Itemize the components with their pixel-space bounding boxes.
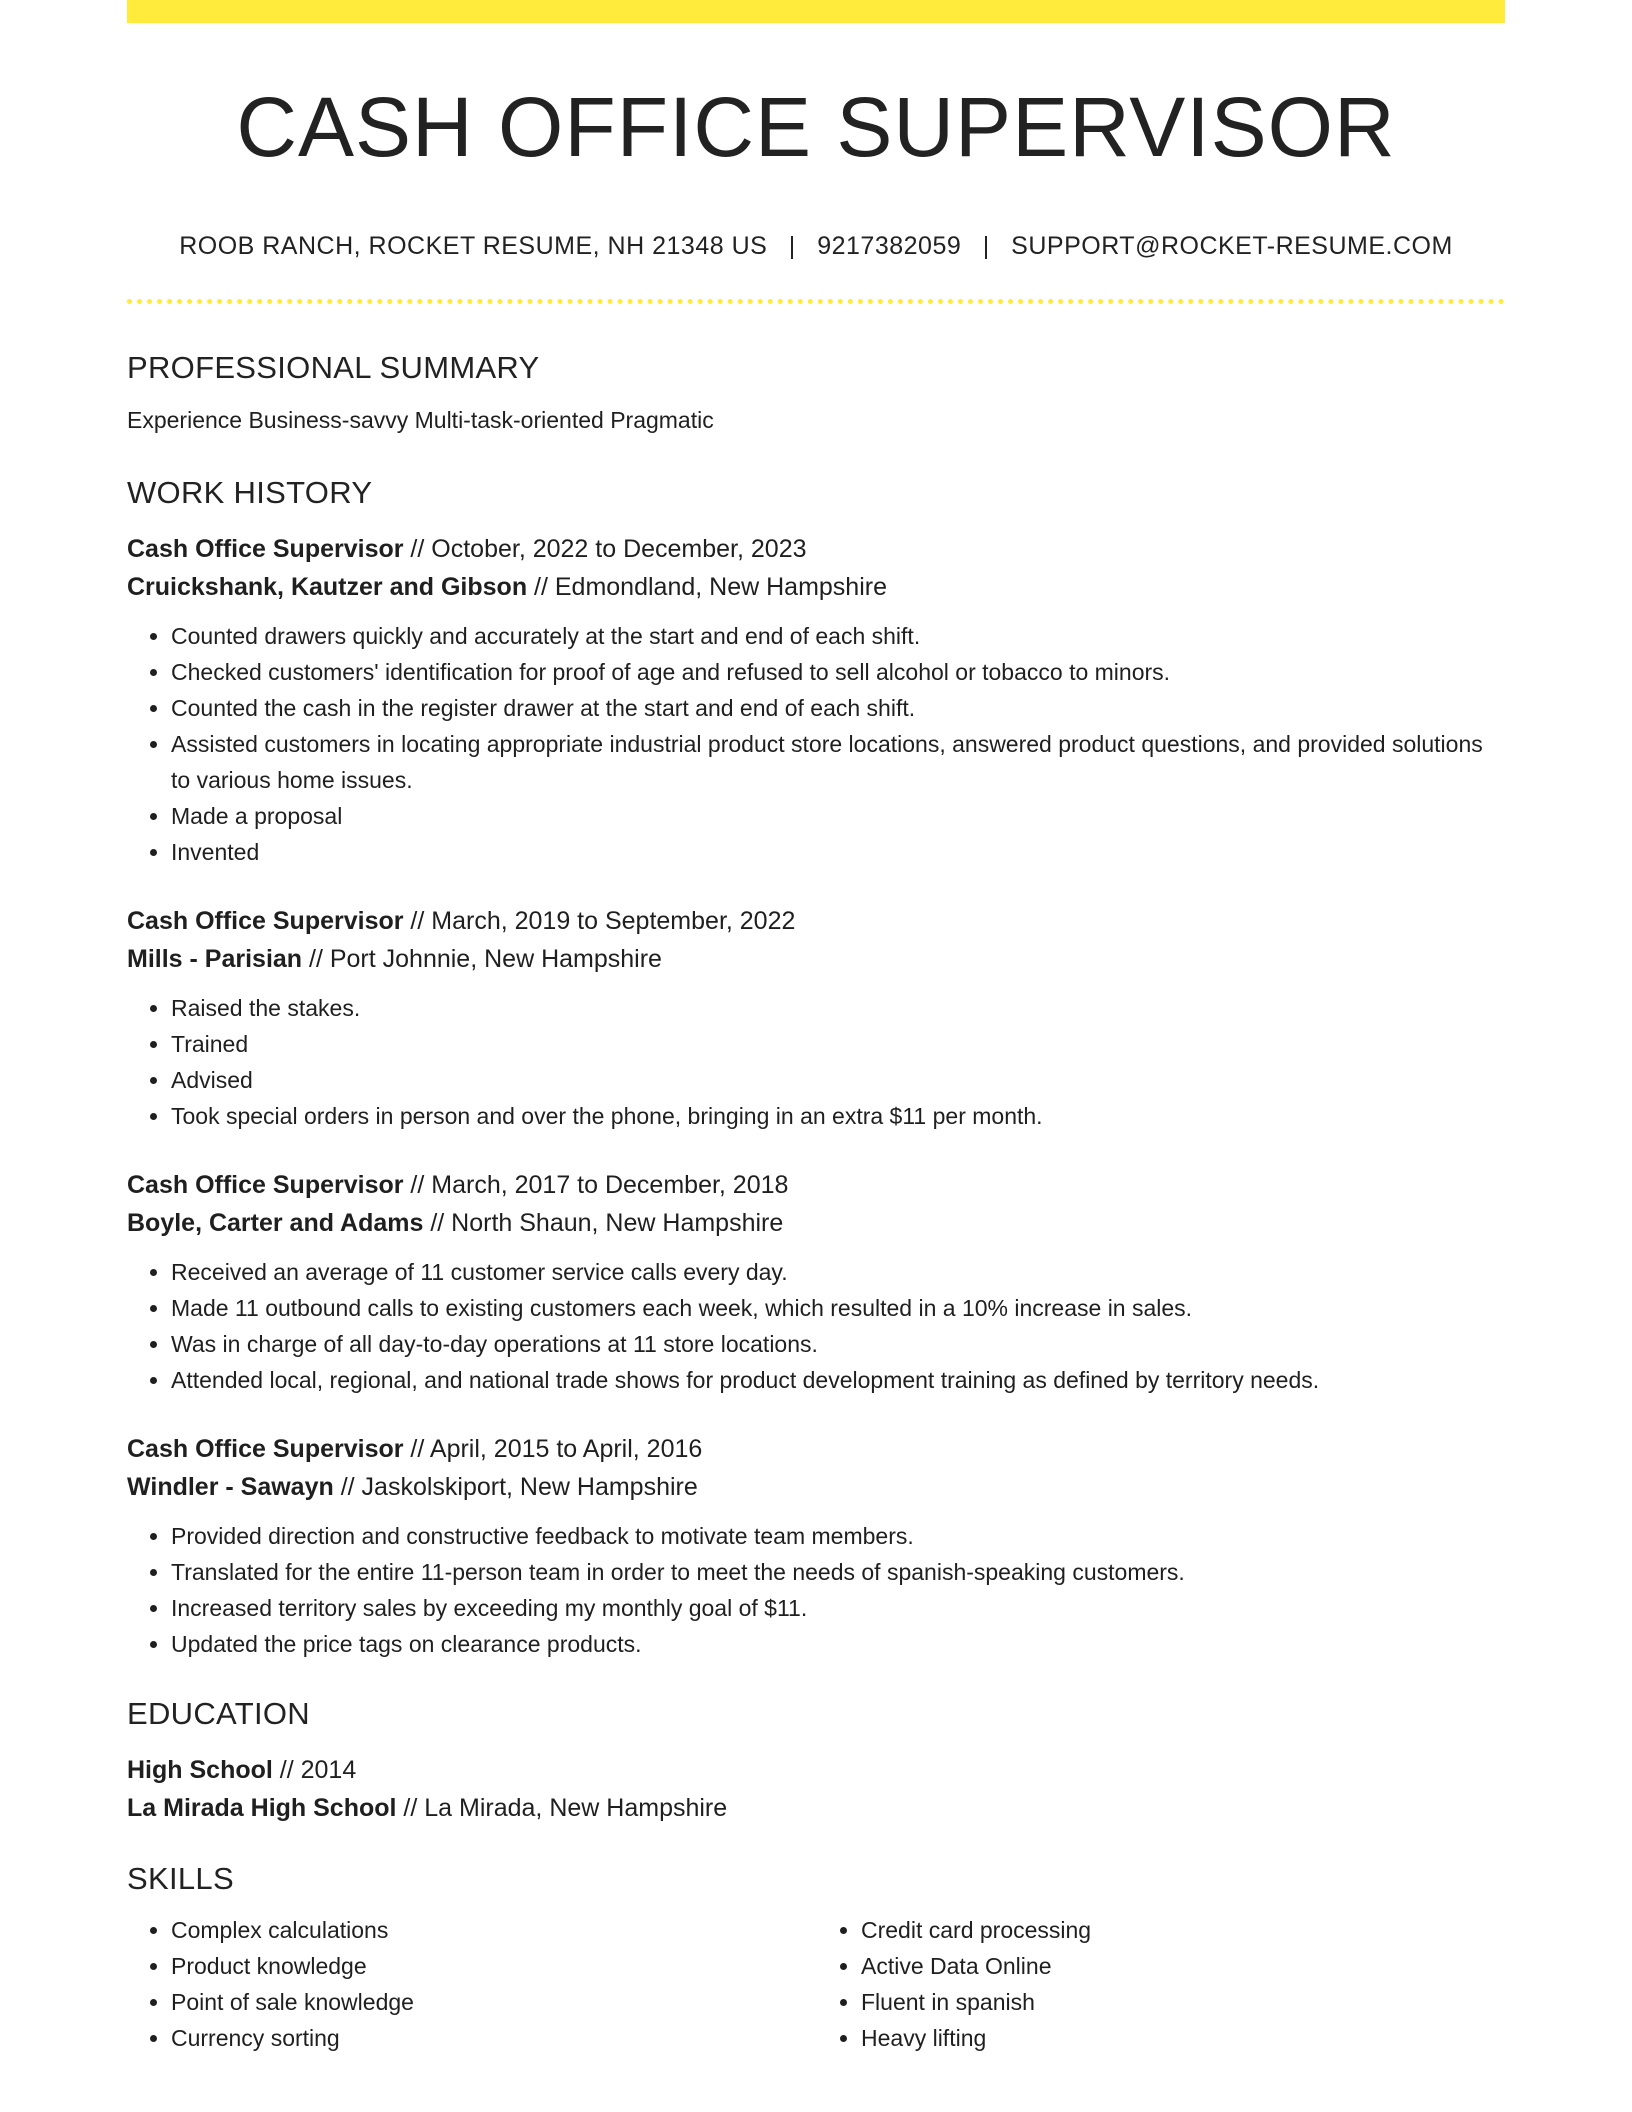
list-item: • Raised the stakes. [171, 990, 1505, 1026]
job-dates: // March, 2017 to December, 2018 [403, 1171, 789, 1199]
education-degree: High School [127, 1756, 273, 1784]
job-role: Cash Office Supervisor [127, 1435, 404, 1463]
list-item: • Currency sorting [171, 2020, 815, 2056]
job-title-line [127, 902, 1505, 940]
job-company-line [127, 1468, 1505, 1506]
list-item: • Counted the cash in the register drawer at the start and end of each shift. [171, 690, 1505, 726]
list-item: • Made 11 outbound calls to existing customers each week, which resulted in a 10% increase in sales. [171, 1290, 1505, 1326]
job-title-line [127, 1166, 1505, 1204]
education-entry [127, 1751, 1505, 1827]
list-item: • Assisted customers in locating appropriate industrial product store locations, answered product questions, and provided solutions to various home issues. [171, 726, 1505, 798]
job-company: Windler - Sawayn [127, 1473, 334, 1501]
job-dates: // March, 2019 to September, 2022 [403, 907, 796, 935]
job-location: // North Shaun, New Hampshire [423, 1209, 784, 1237]
contact-separator: | [982, 232, 990, 260]
education-school-line [127, 1789, 1505, 1827]
job-dates: // October, 2022 to December, 2023 [403, 535, 807, 563]
education-location: // La Mirada, New Hampshire [396, 1794, 728, 1822]
list-item: • Translated for the entire 11-person team in order to meet the needs of spanish-speaking customers. [171, 1554, 1505, 1590]
job-title-line [127, 1430, 1505, 1468]
job-location: // Port Johnnie, New Hampshire [302, 945, 662, 973]
list-item: • Attended local, regional, and national trade shows for product development training as defined by territory needs. [171, 1362, 1505, 1398]
job-role: Cash Office Supervisor [127, 535, 404, 563]
job-entry [127, 530, 1505, 870]
job-entry [127, 902, 1505, 1134]
education-school: La Mirada High School [127, 1794, 397, 1822]
job-role: Cash Office Supervisor [127, 1171, 404, 1199]
dotted-divider [127, 299, 1505, 304]
summary-text: Experience Business-savvy Multi-task-oriented Pragmatic [127, 407, 714, 433]
education-heading: EDUCATION [127, 1696, 310, 1731]
job-company: Mills - Parisian [127, 945, 303, 973]
job-company: Cruickshank, Kautzer and Gibson [127, 573, 528, 601]
list-item: • Heavy lifting [861, 2020, 1505, 2056]
work-history-heading: WORK HISTORY [127, 475, 373, 510]
skills-list [127, 1912, 1505, 2056]
list-item: • Invented [171, 834, 1505, 870]
list-item: • Point of sale knowledge [171, 1984, 815, 2020]
job-title-line [127, 530, 1505, 568]
list-item: • Updated the price tags on clearance products. [171, 1626, 1505, 1662]
contact-address: ROOB RANCH, ROCKET RESUME, NH 21348 US [179, 232, 768, 260]
summary-heading: PROFESSIONAL SUMMARY [127, 350, 540, 385]
list-item: • Fluent in spanish [861, 1984, 1505, 2020]
skills-heading: SKILLS [127, 1861, 234, 1896]
list-item: • Active Data Online [861, 1948, 1505, 1984]
list-item: • Increased territory sales by exceeding my monthly goal of $11. [171, 1590, 1505, 1626]
list-item: • Made a proposal [171, 798, 1505, 834]
education-degree-line [127, 1751, 1505, 1789]
list-item: • Received an average of 11 customer service calls every day. [171, 1254, 1505, 1290]
resume-name: CASH OFFICE SUPERVISOR [236, 80, 1396, 174]
list-item: • Product knowledge [171, 1948, 815, 1984]
job-company-line [127, 940, 1505, 978]
contact-separator: | [788, 232, 796, 260]
list-item: • Complex calculations [171, 1912, 815, 1948]
job-company-line [127, 568, 1505, 606]
list-item: • Was in charge of all day-to-day operations at 11 store locations. [171, 1326, 1505, 1362]
job-bullets [127, 618, 1505, 870]
resume-page [127, 0, 1505, 2056]
job-entry [127, 1430, 1505, 1662]
list-item: • Credit card processing [861, 1912, 1505, 1948]
list-item: • Advised [171, 1062, 1505, 1098]
job-role: Cash Office Supervisor [127, 907, 404, 935]
job-bullets [127, 1254, 1505, 1398]
job-company: Boyle, Carter and Adams [127, 1209, 424, 1237]
education-year: // 2014 [272, 1756, 357, 1784]
job-location: // Jaskolskiport, New Hampshire [333, 1473, 698, 1501]
list-item: • Provided direction and constructive feedback to motivate team members. [171, 1518, 1505, 1554]
job-bullets [127, 990, 1505, 1134]
job-bullets [127, 1518, 1505, 1662]
list-item: • Took special orders in person and over the phone, bringing in an extra $11 per month. [171, 1098, 1505, 1134]
job-dates: // April, 2015 to April, 2016 [403, 1435, 703, 1463]
job-entry [127, 1166, 1505, 1398]
contact-line [127, 234, 1505, 259]
list-item: • Checked customers' identification for proof of age and refused to sell alcohol or tobacco to minors. [171, 654, 1505, 690]
contact-email: SUPPORT@ROCKET-RESUME.COM [1011, 232, 1453, 260]
accent-top-bar [127, 0, 1505, 23]
job-company-line [127, 1204, 1505, 1242]
work-history-list [127, 530, 1505, 1662]
list-item: • Counted drawers quickly and accurately at the start and end of each shift. [171, 618, 1505, 654]
contact-phone: 9217382059 [817, 232, 962, 260]
job-location: // Edmondland, New Hampshire [527, 573, 887, 601]
list-item: • Trained [171, 1026, 1505, 1062]
skills-left-column [127, 1912, 815, 2056]
skills-right-column [815, 1912, 1505, 2056]
